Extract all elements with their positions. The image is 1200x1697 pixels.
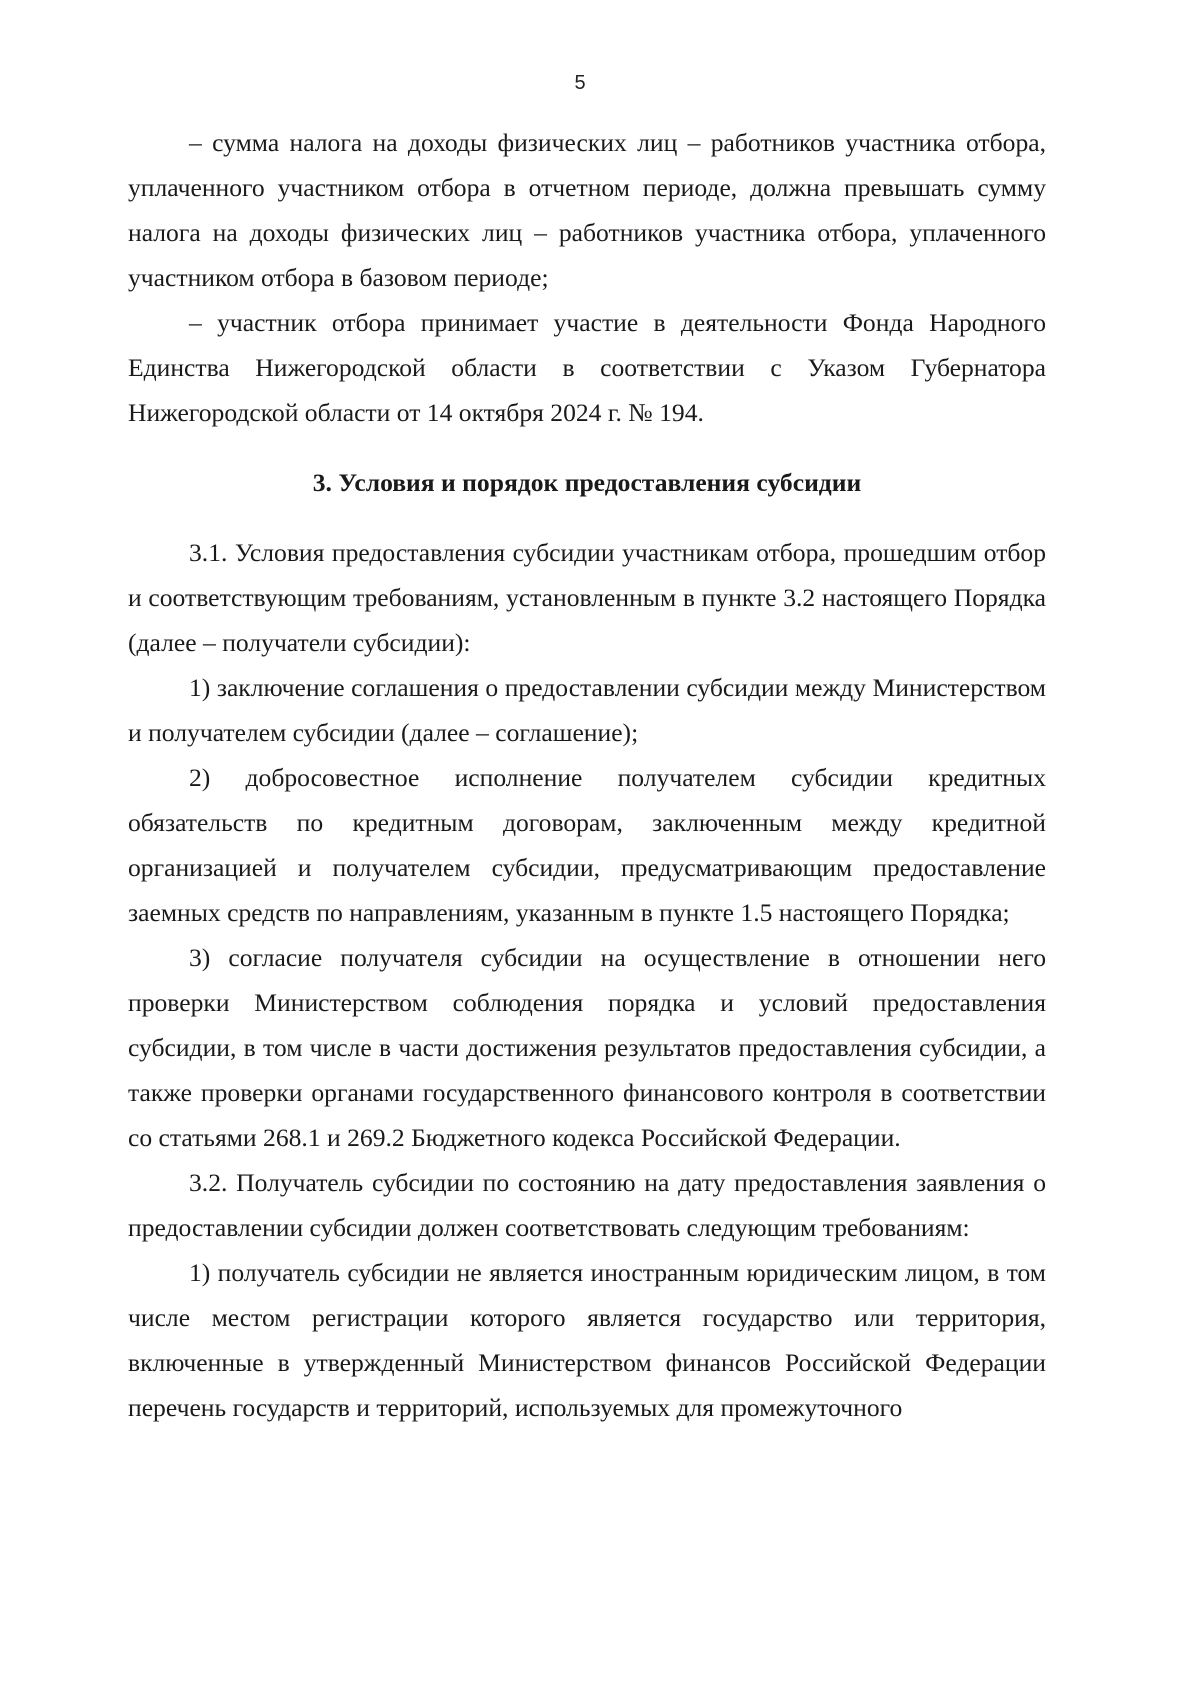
paragraph-3-2: 3.2. Получатель субсидии по состоянию на дату предоставления заявления о предоставлении субсидии должен соответствовать следующим требованиям: — [128, 1168, 1046, 1242]
paragraph-fund-participation: – участник отбора принимает участие в деятельности Фонда Народного Единства Нижегородской области в соответствии с Указом Губернатора Нижегородской области от 14 октября 2024 г. № 194. — [128, 308, 1046, 427]
paragraph-ndfl-condition: – сумма налога на доходы физических лиц – работников участника отбора, уплаченного участником отбора в отчетном периоде, должна превышать сумму налога на доходы физических лиц – работников участника отбора, уплаченного участником отбора в базовом периоде; — [128, 128, 1046, 292]
paragraph-3-1-item-3: 3) согласие получателя субсидии на осуществление в отношении него проверки Министерством соблюдения порядка и условий предоставления субсидии, в том числе в части достижения результатов предоставления субсидии, а также проверки органами государственного финансового контроля в соответствии со статьями 268.1 и 269.2 Бюджетного кодекса Российской Федерации. — [128, 943, 1046, 1152]
section-heading: 3. Условия и порядок предоставления субсидии — [312, 468, 862, 497]
paragraph-3-1: 3.1. Условия предоставления субсидии участникам отбора, прошедшим отбор и соответствующим требованиям, установленным в пункте 3.2 настоящего Порядка (далее – получатели субсидии): — [128, 538, 1046, 657]
paragraph-3-1-item-2: 2) добросовестное исполнение получателем субсидии кредитных обязательств по кредитным договорам, заключенным между кредитной организацией и получателем субсидии, предусматривающим предоставление заемных средств по направлениям, указанным в пункте 1.5 настоящего Порядка; — [128, 763, 1046, 927]
paragraph-3-2-item-1: 1) получатель субсидии не является иностранным юридическим лицом, в том числе местом регистрации которого является государство или территория, включенные в утвержденный Министерством финансов Российской Федерации перечень государств и территорий, используемых для промежуточного — [128, 1258, 1046, 1422]
page-number: 5 — [574, 72, 586, 94]
paragraph-3-1-item-1: 1) заключение соглашения о предоставлении субсидии между Министерством и получателем субсидии (далее – соглашение); — [128, 673, 1046, 747]
page-body — [128, 120, 1046, 1430]
